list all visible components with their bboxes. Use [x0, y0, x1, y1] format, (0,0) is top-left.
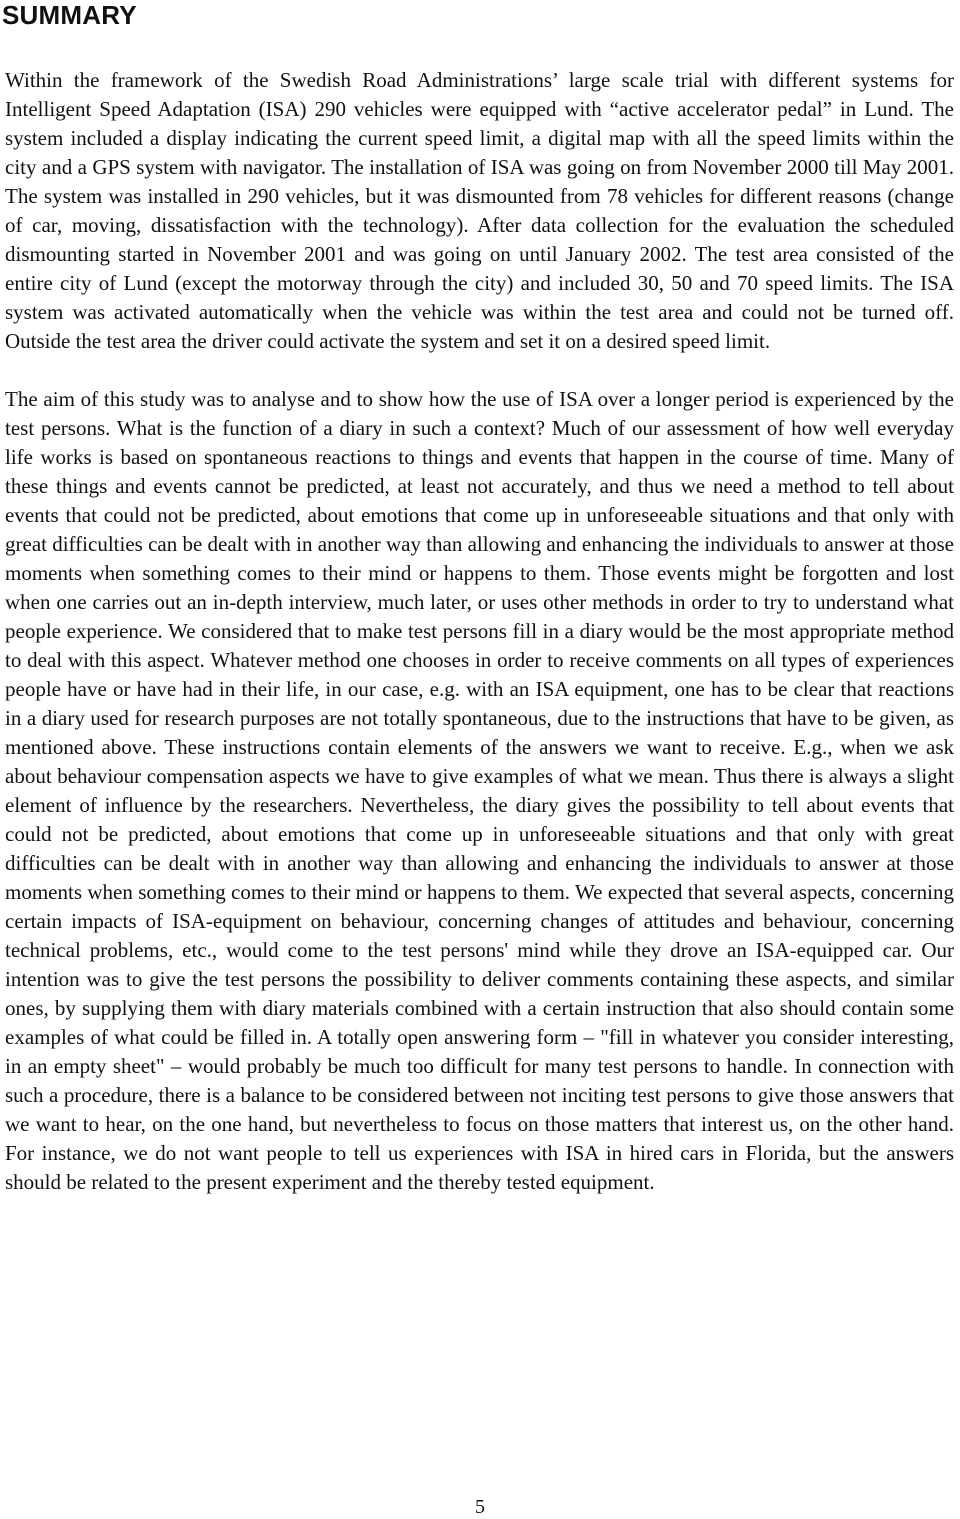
page-number: 5 — [475, 1496, 485, 1518]
paragraph-isa-trial-background: Within the framework of the Swedish Road Administrations’ large scale trial with different systems for Intelligent Speed Adaptation (ISA) 290 vehicles were equipped with “active accelerator pedal” in Lund. The system included a display indicating the current speed limit, a digital map with all the speed limits within the city and a GPS system with navigator. The installation of ISA was going on from November 2000 till May 2001. The system was installed in 290 vehicles, but it was dismounted from 78 vehicles for different reasons (change of car, moving, dissatisfaction with the technology). After data collection for the evaluation the scheduled dismounting started in November 2001 and was going on until January 2002. The test area consisted of the entire city of Lund (except the motorway through the city) and included 30, 50 and 70 speed limits. The ISA system was activated automatically when the vehicle was within the test area and could not be turned off. Outside the test area the driver could activate the system and set it on a desired speed limit. — [5, 68, 954, 353]
section-heading: SUMMARY — [2, 0, 137, 30]
paragraph-study-aim-diary-method: The aim of this study was to analyse and to show how the use of ISA over a longer period is experienced by the test persons. What is the function of a diary in such a context? Much of our assessment of how well everyday life works is based on spontaneous reactions to things and events that happen in the course of time. Many of these things and events cannot be predicted, at least not accurately, and thus we need a method to tell about events that could not be predicted, about emotions that come up in unforeseeable situations and that only with great difficulties can be dealt with in another way than allowing and enhancing the individuals to answer at those moments when something comes to their mind or happens to them. Those events might be forgotten and lost when one carries out an in-depth interview, much later, or uses other methods in order to try to understand what people experience. We considered that to make test persons fill in a diary would be the most appropriate method to deal with this aspect. Whatever method one chooses in order to receive comments on all types of experiences people have or have had in their life, in our case, e.g. with an ISA equipment, one has to be clear that reactions in a diary used for research purposes are not totally spontaneous, due to the instructions that have to be given, as mentioned above. These instructions contain elements of the answers we want to receive. E.g., when we ask about behaviour compensation aspects we have to give examples of what we mean. Thus there is always a slight element of influence by the researchers. Nevertheless, the diary gives the possibility to tell about events that could not be predicted, about emotions that come up in unforeseeable situations and that only with great difficulties can be dealt with in another way than allowing and enhancing the individuals to answer at those moments when something comes to their mind or happens to them. We expected that several aspects, concerning certain impacts of ISA-equipment on behaviour, concerning changes of attitudes and behaviour, concerning technical problems, etc., would come to the test persons' mind while they drove an ISA-equipped car. Our intention was to give the test persons the possibility to deliver comments containing these aspects, and similar ones, by supplying them with diary materials combined with a certain instruction that also should contain some examples of what could be filled in. A totally open answering form – "fill in whatever you consider interesting, in an empty sheet" – would probably be much too difficult for many test persons to handle. In connection with such a procedure, there is a balance to be considered between not inciting test persons to give those answers that we want to hear, on the one hand, but nevertheless to focus on those matters that interest us, on the other hand. For instance, we do not want people to tell us experiences with ISA in hired cars in Florida, but the answers should be related to the present experiment and the thereby tested equipment. — [5, 387, 954, 1194]
body-text — [5, 66, 954, 1197]
